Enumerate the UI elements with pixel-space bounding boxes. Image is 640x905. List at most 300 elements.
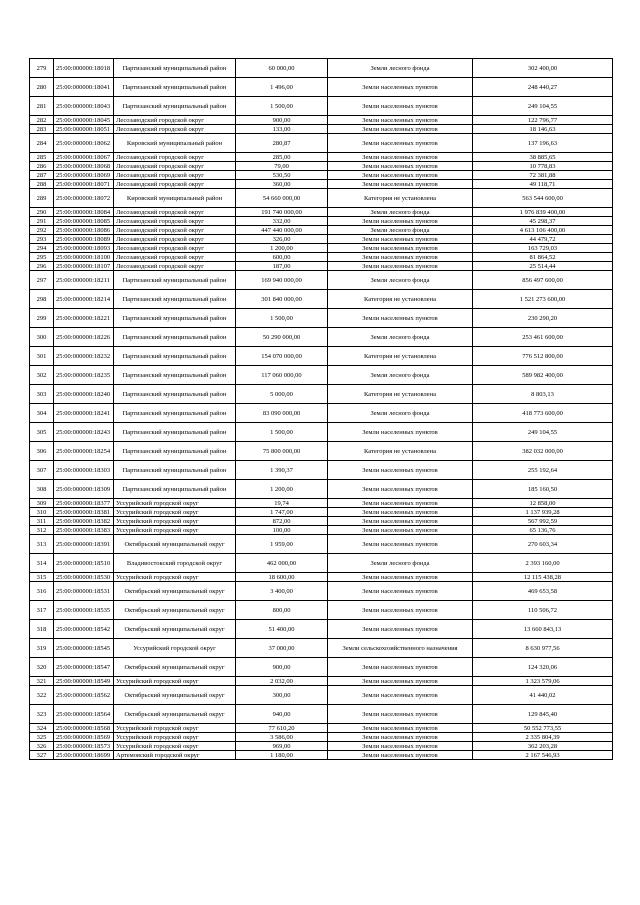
cadastral-value-cell: 1 137 939,28 [473, 508, 613, 517]
cadastral-number-cell: 25:00:000000:18568 [54, 724, 114, 733]
row-number-cell: 326 [30, 742, 54, 751]
cadastral-number-cell: 25:00:000000:18545 [54, 639, 114, 658]
land-category-cell: Земли населенных пунктов [328, 153, 473, 162]
table-row [30, 639, 613, 658]
cadastral-value-cell: 1 323 579,06 [473, 677, 613, 686]
land-category-cell: Земли населенных пунктов [328, 78, 473, 97]
land-category-cell: Земли населенных пунктов [328, 480, 473, 499]
district-cell: Партизанский муниципальный район [114, 423, 236, 442]
land-category-cell: Земли населенных пунктов [328, 733, 473, 742]
cadastral-number-cell: 25:00:000000:18531 [54, 582, 114, 601]
table-row [30, 78, 613, 97]
cadastral-value-cell: 230 290,20 [473, 309, 613, 328]
district-cell: Уссурийский городской округ [114, 508, 236, 517]
district-cell: Партизанский муниципальный район [114, 404, 236, 423]
cadastral-number-cell: 25:00:000000:18549 [54, 677, 114, 686]
area-cell: 60 000,00 [236, 59, 328, 78]
area-cell: 872,00 [236, 517, 328, 526]
row-number-cell: 296 [30, 262, 54, 271]
table-row [30, 404, 613, 423]
district-cell: Лесозаводский городской округ [114, 253, 236, 262]
district-cell: Октябрьский муниципальный округ [114, 601, 236, 620]
district-cell: Партизанский муниципальный район [114, 480, 236, 499]
row-number-cell: 283 [30, 125, 54, 134]
cadastral-value-cell: 12 115 438,28 [473, 573, 613, 582]
land-category-cell: Земли лесного фонда [328, 59, 473, 78]
cadastral-value-cell: 137 196,63 [473, 134, 613, 153]
row-number-cell: 316 [30, 582, 54, 601]
row-number-cell: 297 [30, 271, 54, 290]
land-category-cell: Земли населенных пунктов [328, 601, 473, 620]
land-category-cell: Категория не установлена [328, 347, 473, 366]
land-category-cell: Земли лесного фонда [328, 554, 473, 573]
cadastral-number-cell: 25:00:000000:18510 [54, 554, 114, 573]
area-cell: 191 740 000,00 [236, 208, 328, 217]
cadastral-number-cell: 25:00:000000:18051 [54, 125, 114, 134]
area-cell: 1 200,00 [236, 480, 328, 499]
row-number-cell: 307 [30, 461, 54, 480]
area-cell: 530,50 [236, 171, 328, 180]
row-number-cell: 293 [30, 235, 54, 244]
table-row [30, 535, 613, 554]
cadastral-value-cell: 8 803,13 [473, 385, 613, 404]
cadastral-number-cell: 25:00:000000:18072 [54, 189, 114, 208]
table-row [30, 226, 613, 235]
area-cell: 18 600,00 [236, 573, 328, 582]
cadastral-number-cell: 25:00:000000:18383 [54, 526, 114, 535]
cadastral-value-cell: 302 400,00 [473, 59, 613, 78]
land-category-cell: Земли населенных пунктов [328, 217, 473, 226]
area-cell: 285,00 [236, 153, 328, 162]
area-cell: 1 496,00 [236, 78, 328, 97]
table-row [30, 244, 613, 253]
table-row [30, 262, 613, 271]
table-row [30, 705, 613, 724]
cadastral-value-cell: 72 381,88 [473, 171, 613, 180]
cadastral-number-cell: 25:00:000000:18018 [54, 59, 114, 78]
land-category-cell: Земли населенных пунктов [328, 244, 473, 253]
row-number-cell: 318 [30, 620, 54, 639]
district-cell: Партизанский муниципальный район [114, 385, 236, 404]
cadastral-number-cell: 25:00:000000:18699 [54, 751, 114, 760]
area-cell: 187,00 [236, 262, 328, 271]
land-category-cell: Категория не установлена [328, 385, 473, 404]
cadastral-value-cell: 2 393 160,00 [473, 554, 613, 573]
area-cell: 2 032,00 [236, 677, 328, 686]
district-cell: Партизанский муниципальный район [114, 290, 236, 309]
row-number-cell: 294 [30, 244, 54, 253]
district-cell: Лесозаводский городской округ [114, 208, 236, 217]
land-category-cell: Земли населенных пунктов [328, 582, 473, 601]
table-row [30, 526, 613, 535]
district-cell: Партизанский муниципальный район [114, 309, 236, 328]
area-cell: 1 500,00 [236, 97, 328, 116]
table-row [30, 733, 613, 742]
area-cell: 1 200,00 [236, 244, 328, 253]
cadastral-value-cell: 2 167 546,93 [473, 751, 613, 760]
district-cell: Партизанский муниципальный район [114, 59, 236, 78]
row-number-cell: 320 [30, 658, 54, 677]
table-row [30, 180, 613, 189]
cadastral-number-cell: 25:00:000000:18569 [54, 733, 114, 742]
area-cell: 117 060 000,00 [236, 366, 328, 385]
cadastral-number-cell: 25:00:000000:18107 [54, 262, 114, 271]
table-row [30, 97, 613, 116]
cadastral-value-cell: 163 729,03 [473, 244, 613, 253]
area-cell: 3 586,00 [236, 733, 328, 742]
row-number-cell: 315 [30, 573, 54, 582]
table-row [30, 217, 613, 226]
district-cell: Партизанский муниципальный район [114, 347, 236, 366]
land-category-cell: Земли населенных пунктов [328, 686, 473, 705]
area-cell: 332,00 [236, 217, 328, 226]
cadastral-value-cell: 249 104,55 [473, 97, 613, 116]
district-cell: Партизанский муниципальный район [114, 461, 236, 480]
area-cell: 1 500,00 [236, 309, 328, 328]
land-category-cell: Земли населенных пунктов [328, 134, 473, 153]
cadastral-value-cell: 25 514,44 [473, 262, 613, 271]
area-cell: 54 660 000,00 [236, 189, 328, 208]
row-number-cell: 304 [30, 404, 54, 423]
land-parcel-table [29, 58, 613, 760]
cadastral-number-cell: 25:00:000000:18084 [54, 208, 114, 217]
row-number-cell: 324 [30, 724, 54, 733]
cadastral-value-cell: 418 773 600,00 [473, 404, 613, 423]
district-cell: Лесозаводский городской округ [114, 153, 236, 162]
table-row [30, 153, 613, 162]
land-category-cell: Земли населенных пунктов [328, 742, 473, 751]
row-number-cell: 319 [30, 639, 54, 658]
cadastral-number-cell: 25:00:000000:18043 [54, 97, 114, 116]
district-cell: Лесозаводский городской округ [114, 116, 236, 125]
cadastral-value-cell: 18 146,63 [473, 125, 613, 134]
cadastral-value-cell: 110 506,72 [473, 601, 613, 620]
table-row [30, 309, 613, 328]
table-row [30, 366, 613, 385]
row-number-cell: 292 [30, 226, 54, 235]
cadastral-number-cell: 25:00:000000:18086 [54, 226, 114, 235]
table-row [30, 573, 613, 582]
area-cell: 360,00 [236, 180, 328, 189]
district-cell: Октябрьский муниципальный округ [114, 686, 236, 705]
cadastral-number-cell: 25:00:000000:18391 [54, 535, 114, 554]
district-cell: Партизанский муниципальный район [114, 328, 236, 347]
cadastral-value-cell: 270 603,34 [473, 535, 613, 554]
area-cell: 169 940 000,00 [236, 271, 328, 290]
cadastral-value-cell: 1 976 839 400,00 [473, 208, 613, 217]
row-number-cell: 308 [30, 480, 54, 499]
area-cell: 969,00 [236, 742, 328, 751]
area-cell: 154 070 000,00 [236, 347, 328, 366]
row-number-cell: 300 [30, 328, 54, 347]
district-cell: Уссурийский городской округ [114, 733, 236, 742]
row-number-cell: 311 [30, 517, 54, 526]
table-row [30, 620, 613, 639]
district-cell: Лесозаводский городской округ [114, 171, 236, 180]
district-cell: Октябрьский муниципальный округ [114, 705, 236, 724]
cadastral-number-cell: 25:00:000000:18240 [54, 385, 114, 404]
cadastral-number-cell: 25:00:000000:18232 [54, 347, 114, 366]
cadastral-value-cell: 65 136,76 [473, 526, 613, 535]
land-category-cell: Земли населенных пунктов [328, 526, 473, 535]
row-number-cell: 284 [30, 134, 54, 153]
row-number-cell: 285 [30, 153, 54, 162]
table-row [30, 171, 613, 180]
row-number-cell: 312 [30, 526, 54, 535]
land-category-cell: Земли населенных пунктов [328, 724, 473, 733]
cadastral-value-cell: 253 461 600,00 [473, 328, 613, 347]
table-row [30, 134, 613, 153]
row-number-cell: 309 [30, 499, 54, 508]
row-number-cell: 301 [30, 347, 54, 366]
district-cell: Октябрьский муниципальный округ [114, 582, 236, 601]
cadastral-value-cell: 41 440,02 [473, 686, 613, 705]
cadastral-value-cell: 12 858,00 [473, 499, 613, 508]
cadastral-value-cell: 129 845,40 [473, 705, 613, 724]
area-cell: 1 500,00 [236, 423, 328, 442]
table-row [30, 658, 613, 677]
district-cell: Уссурийский городской округ [114, 526, 236, 535]
district-cell: Уссурийский городской округ [114, 639, 236, 658]
district-cell: Владивостокский городской округ [114, 554, 236, 573]
district-cell: Партизанский муниципальный район [114, 271, 236, 290]
row-number-cell: 302 [30, 366, 54, 385]
table-row [30, 423, 613, 442]
row-number-cell: 306 [30, 442, 54, 461]
row-number-cell: 286 [30, 162, 54, 171]
cadastral-value-cell: 567 992,59 [473, 517, 613, 526]
row-number-cell: 289 [30, 189, 54, 208]
land-category-cell: Категория не установлена [328, 189, 473, 208]
cadastral-number-cell: 25:00:000000:18535 [54, 601, 114, 620]
cadastral-value-cell: 124 320,06 [473, 658, 613, 677]
district-cell: Партизанский муниципальный район [114, 442, 236, 461]
district-cell: Уссурийский городской округ [114, 573, 236, 582]
cadastral-number-cell: 25:00:000000:18100 [54, 253, 114, 262]
cadastral-number-cell: 25:00:000000:18221 [54, 309, 114, 328]
area-cell: 51 400,00 [236, 620, 328, 639]
table-row [30, 162, 613, 171]
row-number-cell: 327 [30, 751, 54, 760]
cadastral-value-cell: 2 335 804,39 [473, 733, 613, 742]
cadastral-number-cell: 25:00:000000:18547 [54, 658, 114, 677]
district-cell: Кировский муниципальный район [114, 189, 236, 208]
table-row [30, 208, 613, 217]
area-cell: 1 180,00 [236, 751, 328, 760]
land-category-cell: Земли населенных пунктов [328, 658, 473, 677]
land-category-cell: Земли населенных пунктов [328, 235, 473, 244]
area-cell: 83 090 000,00 [236, 404, 328, 423]
cadastral-value-cell: 563 544 600,00 [473, 189, 613, 208]
cadastral-value-cell: 49 118,71 [473, 180, 613, 189]
cadastral-number-cell: 25:00:000000:18085 [54, 217, 114, 226]
cadastral-number-cell: 25:00:000000:18041 [54, 78, 114, 97]
table-row [30, 686, 613, 705]
cadastral-number-cell: 25:00:000000:18214 [54, 290, 114, 309]
district-cell: Лесозаводский городской округ [114, 180, 236, 189]
cadastral-value-cell: 81 864,52 [473, 253, 613, 262]
cadastral-number-cell: 25:00:000000:18226 [54, 328, 114, 347]
area-cell: 1 959,00 [236, 535, 328, 554]
cadastral-value-cell: 10 778,83 [473, 162, 613, 171]
row-number-cell: 317 [30, 601, 54, 620]
land-category-cell: Земли населенных пунктов [328, 162, 473, 171]
table-row [30, 517, 613, 526]
district-cell: Партизанский муниципальный район [114, 78, 236, 97]
row-number-cell: 280 [30, 78, 54, 97]
land-category-cell: Земли населенных пунктов [328, 499, 473, 508]
area-cell: 77 610,20 [236, 724, 328, 733]
cadastral-number-cell: 25:00:000000:18562 [54, 686, 114, 705]
cadastral-number-cell: 25:00:000000:18381 [54, 508, 114, 517]
cadastral-number-cell: 25:00:000000:18254 [54, 442, 114, 461]
cadastral-number-cell: 25:00:000000:18564 [54, 705, 114, 724]
district-cell: Уссурийский городской округ [114, 517, 236, 526]
land-category-cell: Земли населенных пунктов [328, 97, 473, 116]
area-cell: 50 290 000,00 [236, 328, 328, 347]
land-category-cell: Земли населенных пунктов [328, 125, 473, 134]
land-category-cell: Земли населенных пунктов [328, 171, 473, 180]
cadastral-value-cell: 248 440,27 [473, 78, 613, 97]
row-number-cell: 325 [30, 733, 54, 742]
cadastral-value-cell: 362 203,28 [473, 742, 613, 751]
table-row [30, 742, 613, 751]
land-category-cell: Земли сельскохозяйственного назначения [328, 639, 473, 658]
cadastral-value-cell: 1 521 273 600,00 [473, 290, 613, 309]
cadastral-value-cell: 13 660 843,13 [473, 620, 613, 639]
area-cell: 100,00 [236, 526, 328, 535]
row-number-cell: 314 [30, 554, 54, 573]
row-number-cell: 303 [30, 385, 54, 404]
land-category-cell: Земли лесного фонда [328, 271, 473, 290]
row-number-cell: 305 [30, 423, 54, 442]
cadastral-number-cell: 25:00:000000:18573 [54, 742, 114, 751]
cadastral-number-cell: 25:00:000000:18303 [54, 461, 114, 480]
district-cell: Лесозаводский городской округ [114, 262, 236, 271]
cadastral-number-cell: 25:00:000000:18068 [54, 162, 114, 171]
row-number-cell: 288 [30, 180, 54, 189]
table-row [30, 554, 613, 573]
table-row [30, 290, 613, 309]
area-cell: 900,00 [236, 116, 328, 125]
table-row [30, 601, 613, 620]
land-category-cell: Земли населенных пунктов [328, 116, 473, 125]
cadastral-number-cell: 25:00:000000:18530 [54, 573, 114, 582]
table-row [30, 125, 613, 134]
land-category-cell: Земли лесного фонда [328, 208, 473, 217]
cadastral-value-cell: 122 796,77 [473, 116, 613, 125]
district-cell: Партизанский муниципальный район [114, 97, 236, 116]
district-cell: Кировский муниципальный район [114, 134, 236, 153]
cadastral-value-cell: 38 885,65 [473, 153, 613, 162]
land-category-cell: Земли населенных пунктов [328, 620, 473, 639]
table-row [30, 508, 613, 517]
cadastral-number-cell: 25:00:000000:18542 [54, 620, 114, 639]
cadastral-value-cell: 469 653,58 [473, 582, 613, 601]
table-row [30, 480, 613, 499]
land-category-cell: Земли лесного фонда [328, 328, 473, 347]
cadastral-value-cell: 44 479,72 [473, 235, 613, 244]
cadastral-value-cell: 589 982 400,00 [473, 366, 613, 385]
row-number-cell: 299 [30, 309, 54, 328]
table-body [30, 59, 613, 760]
land-category-cell: Земли населенных пунктов [328, 705, 473, 724]
district-cell: Артемовский городской округ [114, 751, 236, 760]
land-category-cell: Категория не установлена [328, 290, 473, 309]
cadastral-number-cell: 25:00:000000:18093 [54, 244, 114, 253]
district-cell: Уссурийский городской округ [114, 742, 236, 751]
row-number-cell: 322 [30, 686, 54, 705]
row-number-cell: 291 [30, 217, 54, 226]
table-row [30, 59, 613, 78]
cadastral-number-cell: 25:00:000000:18243 [54, 423, 114, 442]
cadastral-value-cell: 8 630 977,56 [473, 639, 613, 658]
area-cell: 300,00 [236, 686, 328, 705]
cadastral-value-cell: 4 613 106 400,00 [473, 226, 613, 235]
district-cell: Октябрьский муниципальный округ [114, 535, 236, 554]
district-cell: Уссурийский городской округ [114, 724, 236, 733]
table-row [30, 235, 613, 244]
cadastral-number-cell: 25:00:000000:18241 [54, 404, 114, 423]
cadastral-number-cell: 25:00:000000:18069 [54, 171, 114, 180]
land-category-cell: Земли населенных пунктов [328, 262, 473, 271]
cadastral-number-cell: 25:00:000000:18377 [54, 499, 114, 508]
cadastral-value-cell: 382 032 000,00 [473, 442, 613, 461]
land-category-cell: Земли населенных пунктов [328, 517, 473, 526]
table-row [30, 724, 613, 733]
district-cell: Лесозаводский городской округ [114, 235, 236, 244]
cadastral-value-cell: 255 192,64 [473, 461, 613, 480]
area-cell: 900,00 [236, 658, 328, 677]
area-cell: 19,74 [236, 499, 328, 508]
cadastral-number-cell: 25:00:000000:18309 [54, 480, 114, 499]
land-category-cell: Земли населенных пунктов [328, 180, 473, 189]
cadastral-number-cell: 25:00:000000:18235 [54, 366, 114, 385]
land-category-cell: Земли лесного фонда [328, 404, 473, 423]
cadastral-value-cell: 185 160,50 [473, 480, 613, 499]
cadastral-value-cell: 249 104,55 [473, 423, 613, 442]
district-cell: Лесозаводский городской округ [114, 125, 236, 134]
cadastral-number-cell: 25:00:000000:18071 [54, 180, 114, 189]
row-number-cell: 279 [30, 59, 54, 78]
district-cell: Лесозаводский городской округ [114, 217, 236, 226]
land-category-cell: Категория не установлена [328, 442, 473, 461]
row-number-cell: 310 [30, 508, 54, 517]
cadastral-number-cell: 25:00:000000:18045 [54, 116, 114, 125]
row-number-cell: 282 [30, 116, 54, 125]
area-cell: 79,00 [236, 162, 328, 171]
area-cell: 940,00 [236, 705, 328, 724]
area-cell: 301 840 000,00 [236, 290, 328, 309]
row-number-cell: 287 [30, 171, 54, 180]
area-cell: 3 400,00 [236, 582, 328, 601]
area-cell: 133,00 [236, 125, 328, 134]
row-number-cell: 295 [30, 253, 54, 262]
cadastral-value-cell: 50 552 773,55 [473, 724, 613, 733]
district-cell: Лесозаводский городской округ [114, 226, 236, 235]
district-cell: Лесозаводский городской округ [114, 244, 236, 253]
table-row [30, 116, 613, 125]
table-row [30, 253, 613, 262]
land-category-cell: Земли населенных пунктов [328, 677, 473, 686]
table-row [30, 271, 613, 290]
area-cell: 37 000,00 [236, 639, 328, 658]
district-cell: Лесозаводский городской округ [114, 162, 236, 171]
land-category-cell: Земли населенных пунктов [328, 573, 473, 582]
cadastral-number-cell: 25:00:000000:18062 [54, 134, 114, 153]
area-cell: 75 800 000,00 [236, 442, 328, 461]
table-row [30, 677, 613, 686]
